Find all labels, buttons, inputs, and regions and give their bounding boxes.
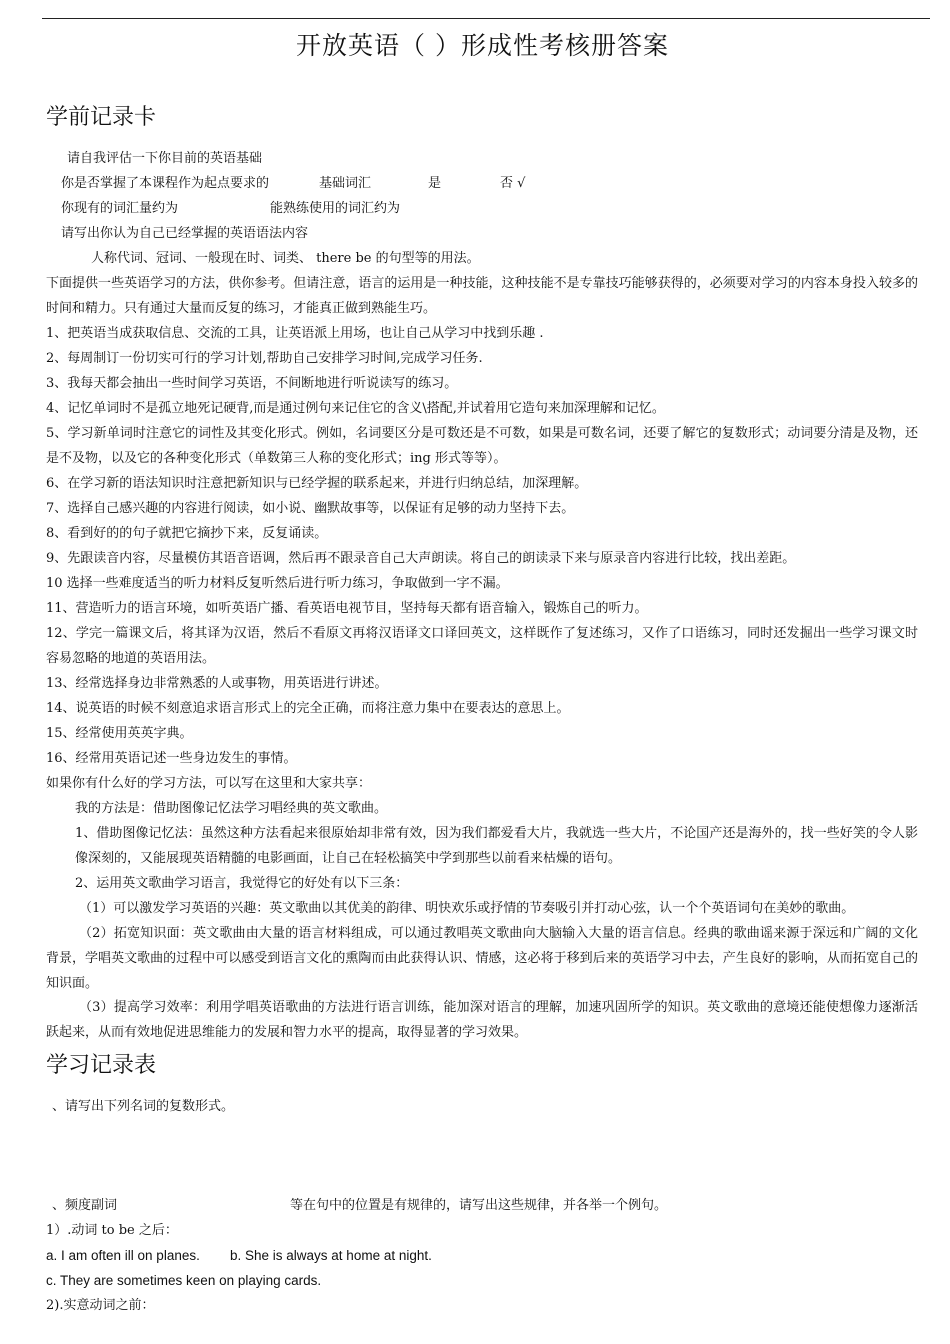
tip-item: 2、每周制订一份切实可行的学习计划,帮助自己安排学习时间,完成学习任务. <box>46 351 483 366</box>
example-c: c. They are sometimes keen on playing cards. <box>46 1273 322 1288</box>
question-frequency-adverbs-label: 、频度副词 <box>52 1198 118 1213</box>
rule-2: 2).实意动词之前： <box>46 1298 155 1313</box>
tip-item: 16、经常用英语记述一些身边发生的事情。 <box>46 751 297 766</box>
tip-item: 5、学习新单词时注意它的词性及其变化形式。例如，名词要区分是可数还是不可数，如果是可数名词，还要了解它的复数形式；动词要分清是及物，还是不及物，以及它的各种变化形式（单数第三人称的变化形式；ing 形式等等）。 <box>46 426 918 466</box>
tip-item: 9、先跟读音内容，尽量模仿其语音语调，然后再不跟录音自己大声朗读。将自己的朗读录下来与原录音内容进行比较，找出差距。 <box>46 551 796 566</box>
rule-1: 1）.动词 to be 之后： <box>46 1223 178 1238</box>
tip-item: 15、经常使用英英字典。 <box>46 726 193 741</box>
method-2: 2、运用英文歌曲学习语言，我觉得它的好处有以下三条： <box>75 876 409 891</box>
tip-item: 3、我每天都会抽出一些时间学习英语，不间断地进行听说读写的练习。 <box>46 376 458 391</box>
tip-item: 6、在学习新的语法知识时注意把新知识与已经学握的联系起来，并进行归纳总结，加深理解。 <box>46 476 588 491</box>
section-heading-pre-study: 学前记录卡 <box>46 105 157 130</box>
header-rule <box>42 18 930 19</box>
tip-item: 11、营造听力的语言环境，如听英语广播、看英语电视节目，坚持每天都有语音输入，锻炼自己的听力。 <box>46 601 648 616</box>
benefit-2: （2）拓宽知识面：英文歌曲由大量的语言材料组成，可以通过教唱英文歌曲向大脑输入大量的语言信息。经典的歌曲谣来源于深远和广阔的文化背景，学唱英文歌曲的过程中可以感受到语言文化的熏陶而由此获得认识、情感，这必将于移到后来的英语学习中去，产生良好的影响，从而拓宽自己的知识面。 <box>46 926 918 991</box>
q3-answer: 人称代词、冠词、一般现在时、词类、 there be 的句型等的用法。 <box>91 251 480 266</box>
my-method: 我的方法是：借助图像记忆法学习唱经典的英文歌曲。 <box>75 801 388 816</box>
methods-intro: 下面提供一些英语学习的方法，供你参考。但请注意，语言的运用是一种技能，这种技能不是专靠技巧能够获得的，必须要对学习的内容本身投入较多的时间和精力。只有通过大量而反复的练习，才能真正做到熟能生巧。 <box>46 276 918 316</box>
share-prompt: 如果你有什么好的学习方法，可以写在这里和大家共享： <box>46 776 372 791</box>
example-a: a. I am often ill on planes. <box>46 1248 200 1263</box>
benefit-1: （1）可以激发学习英语的兴趣：英文歌曲以其优美的韵律、明快欢乐或抒情的节奏吸引并打动心弦，认一个个英语词句在美妙的歌曲。 <box>79 901 855 916</box>
question-frequency-adverbs-text: 等在句中的位置是有规律的，请写出这些规律，并各举一个例句。 <box>290 1198 668 1213</box>
tip-item: 14、说英语的时候不刻意追求语言形式上的完全正确，而将注意力集中在要表达的意思上。 <box>46 701 570 716</box>
tip-item: 8、看到好的的句子就把它摘抄下来，反复诵读。 <box>46 526 328 541</box>
tip-item: 13、经常选择身边非常熟悉的人或事物，用英语进行讲述。 <box>46 676 388 691</box>
q1-no-checked: 否 √ <box>500 176 526 191</box>
q2-label2: 能熟练使用的词汇约为 <box>270 201 401 216</box>
tip-item: 4、记忆单词时不是孤立地死记硬背,而是通过例句来记住它的含义\搭配,并试着用它造句来加深理解和记忆。 <box>46 401 665 416</box>
tip-item: 1、把英语当成获取信息、交流的工具，让英语派上用场，也让自己从学习中找到乐趣 . <box>46 326 544 341</box>
tip-item: 7、选择自己感兴趣的内容进行阅读，如小说、幽默故事等，以保证有足够的动力坚持下去。 <box>46 501 575 516</box>
tip-item: 12、学完一篇课文后，将其译为汉语，然后不看原文再将汉语译文口译回英文，这样既作了复述练习，又作了口语练习，同时还发掘出一些学习课文时容易忽略的地道的英语用法。 <box>46 626 918 666</box>
example-b: b. She is always at home at night. <box>230 1248 432 1263</box>
self-assess-intro: 请自我评估一下你目前的英语基础 <box>67 151 263 166</box>
section-heading-study-record: 学习记录表 <box>46 1053 157 1078</box>
method-1: 1、借助图像记忆法：虽然这种方法看起来很原始却非常有效，因为我们都爱看大片，我就选一些大片，不论国产还是海外的，找一些好笑的令人影像深刻的，又能展现英语精髓的电影画面，让自己在轻松搞笑中学到那些以前看来枯燥的语句。 <box>75 826 918 866</box>
question-plural-nouns: 、请写出下列名词的复数形式。 <box>52 1099 235 1114</box>
benefit-3: （3）提高学习效率：利用学唱英语歌曲的方法进行语言训练，能加深对语言的理解，加速巩固所学的知识。英文歌曲的意境还能使想像力逐渐活跃起来，从而有效地促进思维能力的发展和智力水平的提高，取得显著的学习效果。 <box>46 1000 918 1040</box>
tip-item: 10 选择一些难度适当的听力材料反复听然后进行听力练习，争取做到一字不漏。 <box>46 576 509 591</box>
q1-item: 基础词汇 <box>319 176 372 191</box>
q3-label: 请写出你认为自己已经掌握的英语语法内容 <box>61 226 309 241</box>
q1-yes: 是 <box>428 176 442 191</box>
page-title: 开放英语（ ）形成性考核册答案 <box>296 31 669 60</box>
q2-label: 你现有的词汇量约为 <box>61 201 179 216</box>
q1-label: 你是否掌握了本课程作为起点要求的 <box>61 176 270 191</box>
